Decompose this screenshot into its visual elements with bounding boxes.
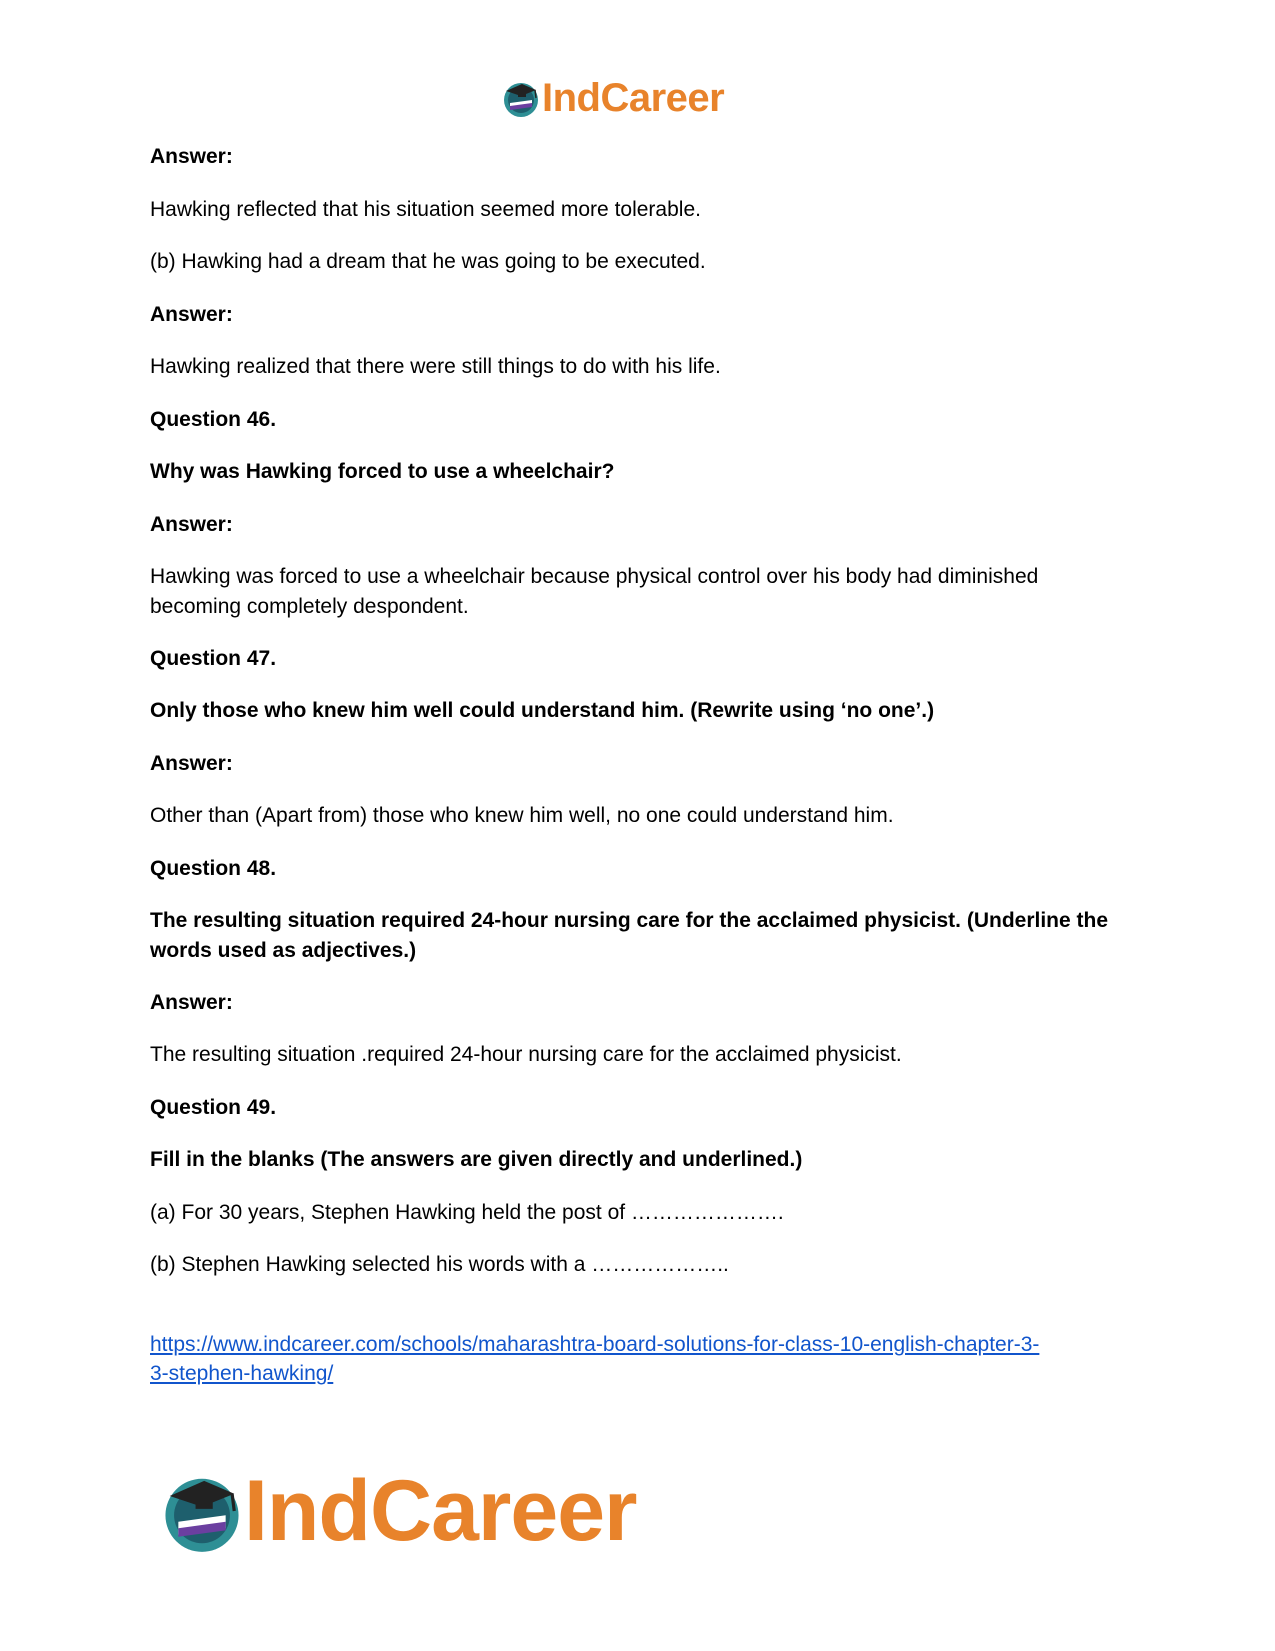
answer-label: Answer: — [150, 303, 233, 326]
logo-wordmark: IndCareer — [244, 1463, 637, 1559]
answer-label: Answer: — [150, 991, 233, 1014]
footer-logo — [160, 1463, 637, 1559]
answer-text: The resulting situation .required 24-hour nursing care for the acclaimed physicist. — [150, 1043, 902, 1066]
answer-text: Hawking reflected that his situation seemed more tolerable. — [150, 198, 701, 221]
answer-text: Hawking realized that there were still things to do with his life. — [150, 355, 721, 378]
answer-label: Answer: — [150, 752, 233, 775]
answer-label: Answer: — [150, 145, 233, 168]
graduation-cap-icon — [160, 1468, 244, 1554]
question-heading: Question 46. — [150, 408, 277, 431]
question-text: Why was Hawking forced to use a wheelchair? — [150, 460, 615, 483]
answer-label: Answer: — [150, 513, 233, 536]
answer-text: Other than (Apart from) those who knew him well, no one could understand him. — [150, 804, 894, 827]
header-logo — [502, 78, 724, 118]
logo-wordmark: IndCareer — [542, 76, 725, 120]
blank-item: (b) Stephen Hawking selected his words with a ……………….. — [150, 1253, 729, 1276]
graduation-cap-icon — [502, 78, 540, 118]
source-link-line-1[interactable]: https://www.indcareer.com/schools/maharashtra-board-solutions-for-class-10-english-chapter-3- — [150, 1333, 1040, 1356]
question-text: The resulting situation required 24-hour nursing care for the acclaimed physicist. (Underline the words used as adjectives.) — [150, 909, 1109, 962]
question-text: Only those who knew him well could understand him. (Rewrite using ‘no one’.) — [150, 699, 935, 722]
source-link-line-2[interactable]: 3-stephen-hawking/ — [150, 1362, 334, 1385]
question-text: Fill in the blanks (The answers are given directly and underlined.) — [150, 1148, 803, 1171]
blank-item: (a) For 30 years, Stephen Hawking held the post of …………………. — [150, 1201, 784, 1224]
question-heading: Question 48. — [150, 857, 277, 880]
question-heading: Question 47. — [150, 647, 277, 670]
answer-text: Hawking was forced to use a wheelchair because physical control over his body had diminished becoming completely despondent. — [150, 565, 1039, 618]
question-heading: Question 49. — [150, 1096, 277, 1119]
question-text: (b) Hawking had a dream that he was going to be executed. — [150, 250, 706, 273]
